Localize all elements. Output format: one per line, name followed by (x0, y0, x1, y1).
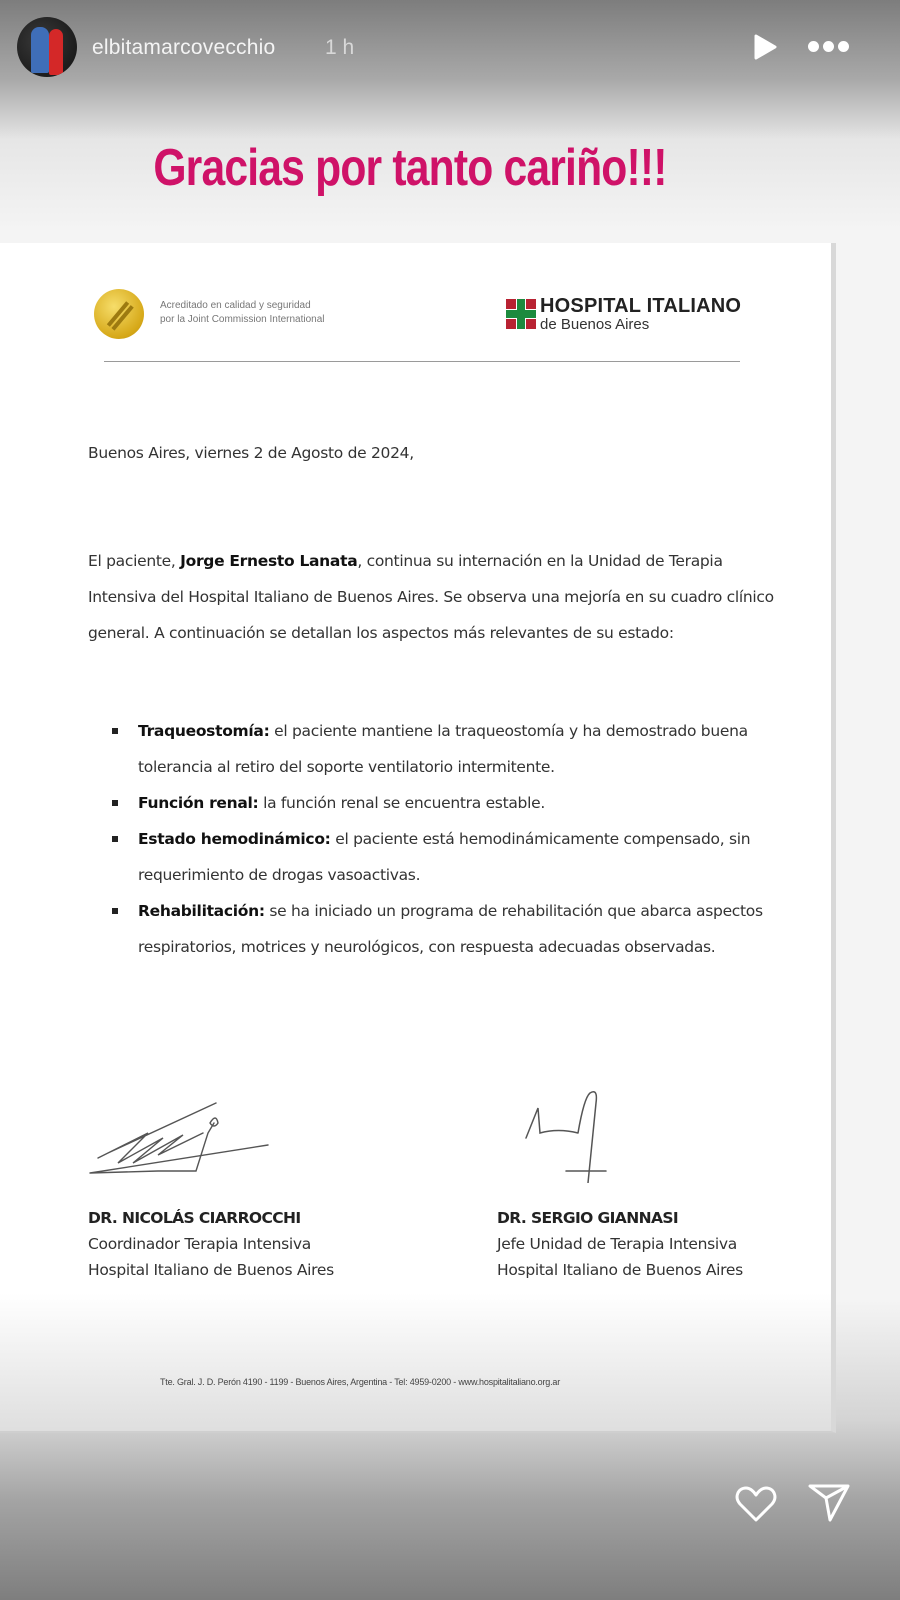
hospital-cross-logo-icon (506, 299, 536, 329)
aspects-list (112, 713, 802, 965)
date-line: Buenos Aires, viernes 2 de Agosto de 2024, (88, 444, 414, 462)
aspect-title: Estado hemodinámico: (138, 830, 331, 848)
time-ago: 1 h (325, 36, 355, 59)
aspect-item (112, 785, 802, 821)
aspect-title: Rehabilitación: (138, 902, 265, 920)
more-options-icon (808, 41, 819, 52)
heart-icon (734, 1484, 778, 1524)
hospital-name: HOSPITAL ITALIANO (540, 295, 742, 317)
intro-body: , continua su internación en la Unidad de Terapia Intensiva del Hospital Italiano de Buenos Aires. Se observa una mejoría en su cuadro clínico general. A continuación se detallan los aspectos más relevantes de su estado: (88, 552, 774, 642)
like-button[interactable] (734, 1484, 778, 1524)
logo-square (526, 299, 536, 309)
signer-role: Coordinador Terapia Intensiva (88, 1235, 311, 1253)
avatar[interactable] (17, 17, 77, 77)
play-button[interactable] (750, 32, 780, 62)
share-button[interactable] (806, 1480, 852, 1524)
signer-name: DR. NICOLÁS CIARROCCHI (88, 1209, 301, 1227)
aspect-title: Traqueostomía: (138, 722, 270, 740)
aspect-item (112, 821, 802, 893)
story-header (0, 0, 900, 100)
aspect-text: el paciente está hemodinámicamente compensado, sin requerimiento de drogas vasoactivas. (138, 830, 751, 884)
signer-block (88, 1205, 334, 1283)
accreditation-line: por la Joint Commission International (160, 314, 325, 325)
play-icon (750, 32, 780, 62)
avatar-figure (49, 29, 63, 75)
intro-paragraph (88, 543, 788, 651)
aspect-item (112, 713, 802, 785)
aspect-item (112, 893, 802, 965)
accreditation-text (160, 299, 325, 327)
logo-cross (506, 310, 536, 318)
signer-name: DR. SERGIO GIANNASI (497, 1209, 679, 1227)
aspect-text: se ha iniciado un programa de rehabilitación que abarca aspectos respiratorios, motrices y neurológicos, con respuesta adecuadas observadas. (138, 902, 763, 956)
accreditation-line: Acreditado en calidad y seguridad (160, 300, 311, 311)
medical-report-document (0, 243, 836, 1433)
aspect-text: la función renal se encuentra estable. (258, 794, 545, 812)
signer-institution: Hospital Italiano de Buenos Aires (497, 1261, 743, 1279)
more-options-icon (838, 41, 849, 52)
logo-square (526, 319, 536, 329)
signature-left (88, 1093, 278, 1183)
signature-right (518, 1073, 628, 1183)
avatar-figure (31, 27, 49, 73)
signer-institution: Hospital Italiano de Buenos Aires (88, 1261, 334, 1279)
jci-seal-icon (94, 289, 144, 339)
header-divider (104, 361, 740, 362)
patient-name: Jorge Ernesto Lanata (180, 552, 358, 570)
send-icon (806, 1480, 852, 1524)
signer-role: Jefe Unidad de Terapia Intensiva (497, 1235, 738, 1253)
document-footer: Tte. Gral. J. D. Perón 4190 - 1199 - Buenos Aires, Argentina - Tel: 4959-0200 - www.hospitalitaliano.org.ar (160, 1377, 560, 1387)
story-caption: Gracias por tanto cariño!!! (153, 139, 667, 197)
hospital-subtitle: de Buenos Aires (540, 316, 650, 333)
intro-prefix: El paciente, (88, 552, 181, 570)
username[interactable]: elbitamarcovecchio (92, 36, 276, 59)
logo-square (506, 299, 516, 309)
logo-square (506, 319, 516, 329)
more-options-icon (823, 41, 834, 52)
signer-block (497, 1205, 743, 1283)
aspect-text: el paciente mantiene la traqueostomía y ha demostrado buena tolerancia al retiro del soporte ventilatorio intermitente. (138, 722, 748, 776)
aspect-title: Función renal: (138, 794, 259, 812)
more-options-button[interactable] (808, 36, 852, 56)
